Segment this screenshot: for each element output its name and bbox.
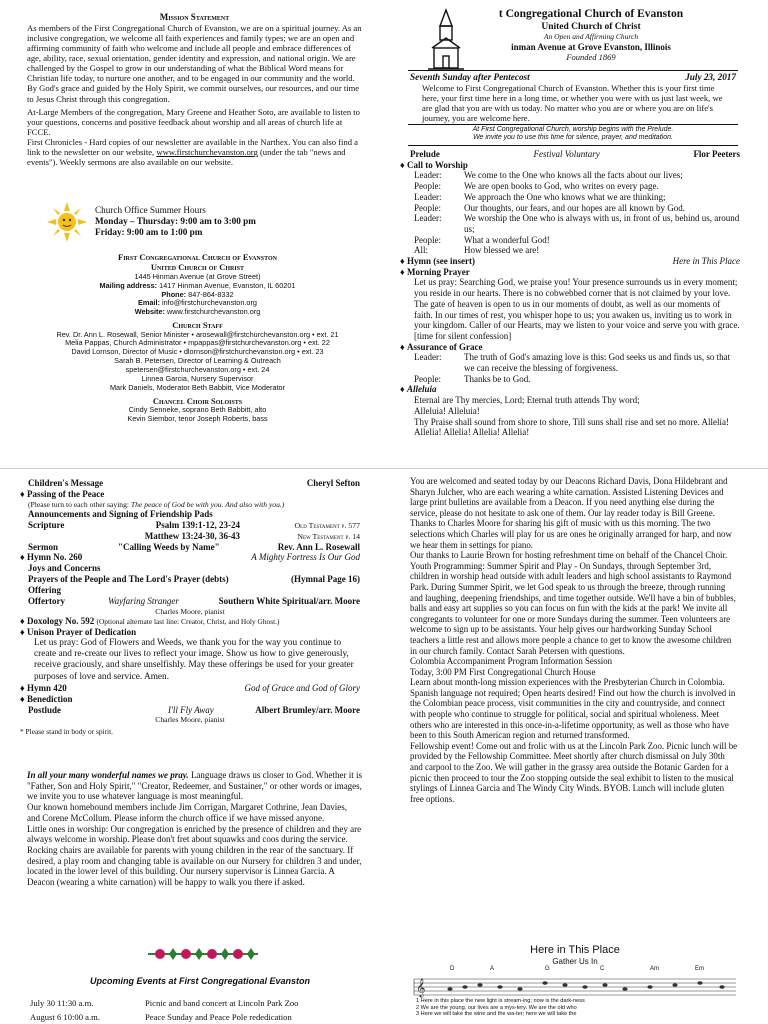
prelude-note-line: We invite you to use this time for silence, prayer, and meditation. <box>473 134 673 142</box>
sun-icon <box>45 200 89 244</box>
benediction-label: Benediction <box>27 693 73 704</box>
prayers-hymnal-page: (Hymnal Page 16) <box>291 574 360 585</box>
responsive-speaker: People: <box>414 202 441 213</box>
mission-title: Mission Statement <box>159 12 230 22</box>
choir-line: Kevin Siembor, tenor Joseph Roberts, bass <box>127 414 268 424</box>
hymn-260-title: A Mighty Fortress Is Our God <box>251 552 360 563</box>
unison-prayer-text: Let us pray: God of Flowers and Weeds, we thank you for the way you continue to create and re-create our lives to reflect your image. Show us how to give generously, receive graciously, and share unselfishly. May these offerings be used for your greater purposes of love and service. Amen. <box>34 637 354 682</box>
mission-section <box>27 12 362 168</box>
newsletter-link[interactable]: www.firstchurchevanston.org <box>156 147 258 158</box>
announcement-paragraph: Youth Programming: Summer Spirit and Play - On Sundays, through September 3rd, children in worship head outside with adult leaders and high school assistants to Raymond Park. During Summer Spirit, we let God speak to us through the breeze, through running and laughing, deepening friendships, and time together outside. We'll have a bin of bubbles, balls and easy art supplies so you can focus on fun with the kids at the park! We invite all congregants to volunteer for one or more Sundays during the summer. Teen volunteers are welcome to sign up to be assistants. Your help gives our hardworking Sunday School teachers a little rest and allows more people a chance to get to know the awesome children in our church family. Contact Sarah Petersen with questions. <box>410 560 736 656</box>
email-link[interactable]: info@firstchurchevanston.org <box>161 298 257 308</box>
sheet-music <box>410 944 740 1024</box>
music-title: Here in This Place <box>530 944 620 956</box>
order-of-worship-bottom: Children's Message Cheryl Sefton ♦ Passing of the Peace (Please turn to each other saying: The peace of God be with you. And also with you.) Announcements and Signing of Friendship Pads Scripture Psalm 139:1-12, 23-24 Old Testament p. 577 Matthew 13:24-30, 36-43 New Testament p. 14 Sermon "Calling Weeds by Name" Rev. Ann L. Rosewall ♦ Hymn No. 260 A Mighty Fortress Is Our God Joys and Concerns Prayers of the People and The Lord's Prayer (debts) (Hymnal Page 16) Offering Offertory Wayfaring Stranger Southern White Spiritual/arr. Moore Charles Moore, pianist ♦ Doxology No. 592 (Optional alternate last line: Creator, Christ, and Holy Ghost.) ♦ Unison Prayer of Dedication Let us pray: God of Flowers and Weeds, we thank you for the way you continue to create and re-create our lives to reflect your image. Show us how to give generously, receive graciously, and share unselfishly. May these offerings be used for your greater purposes of love and service. Amen. ♦ Hymn 420 God of Grace and God of Glory ♦ Benediction Postlude I'll Fly Away Albert Brumley/arr. Moore Charles Moore, pianist * Please stand in body or spirit. <box>20 478 360 736</box>
offering-label: Offering <box>28 585 61 596</box>
service-heading <box>410 72 736 123</box>
street-address: 1445 Hinman Avenue (at Grove Street) <box>134 271 261 281</box>
responsive-text: The truth of God's amazing love is this: God seeks us and finds us, so that we can receive the blessing of forgiveness. <box>464 352 731 374</box>
website-link[interactable]: www.firstchurchevanston.org <box>167 307 261 317</box>
website-line <box>30 308 365 317</box>
lyric-line: 2 We are the young, our lives are a mys-tery. We are the old who <box>416 1004 577 1011</box>
offertory-pianist: Charles Moore, pianist <box>155 606 225 616</box>
responsive-speaker: Leader: <box>414 352 442 363</box>
event-description: Picnic and band concert at Lincoln Park Zoo <box>145 998 299 1008</box>
joys-concerns-label: Joys and Concerns <box>28 563 101 574</box>
office-title: Church Office Summer Hours <box>95 205 206 215</box>
hymn-420-title: God of Grace and God of Glory <box>244 682 360 693</box>
staff-line: Rev. Dr. Ann L. Rosewall, Senior Minister • arosewall@firstchurchevanston.org • ext. 21 <box>56 329 339 339</box>
church-steeple-icon <box>426 8 466 70</box>
language-text: Language draws us closer to God. Whether it is "Father, Son and Holy Spirit," "Creator, Redeemer, and Sustainer," or other words or images, we invite you to use whatever language is most meaningful. <box>27 770 362 802</box>
responsive-speaker: Leader: <box>414 191 442 202</box>
responsive-text: Our thoughts, our fears, and our hopes are all known by God. <box>464 202 685 213</box>
scripture-label: Scripture <box>28 519 65 530</box>
flower-border-icon <box>148 940 258 968</box>
passing-peace-label: Passing of the Peace <box>27 488 105 499</box>
scripture-reading-2: Matthew 13:24-30, 36-43 <box>144 530 240 541</box>
responsive-speaker: People: <box>414 234 441 245</box>
phone-number[interactable]: 847-864-8332 <box>188 289 234 299</box>
hymn-260-label: Hymn No. 260 <box>27 552 83 563</box>
postlude-label: Postlude <box>28 704 62 715</box>
responsive-text: We are open books to God, who writes on every page. <box>464 181 659 192</box>
responsive-speaker: People: <box>414 373 441 384</box>
announcement-paragraph: You are welcomed and seated today by our Deacons Richard Davis, Dona Hildebrant and Sharyn Julcher, who are each wearing a white carnation. Assisted Listening Devices and large print bulletins are available from a Deacon. If you need anything else during the service, please do not hesitate to ask one of them. Our lay reader today is Bill Greene. <box>410 476 728 518</box>
postlude-pianist: Charles Moore, pianist <box>155 715 225 725</box>
offertory-title: Wayfaring Stranger <box>108 595 179 606</box>
chord-symbol: A <box>490 966 495 973</box>
header-rule <box>408 70 738 71</box>
staff-line: spetersen@firstchurchevanston.org • ext. 24 <box>125 365 270 375</box>
phone-label: Phone: <box>161 289 187 299</box>
responsive-speaker: All: <box>414 245 429 256</box>
prelude-title: Festival Voluntary <box>533 149 600 159</box>
morning-prayer-heading: ♦ Morning Prayer <box>400 266 470 277</box>
chord-symbol: Am <box>650 966 659 973</box>
chronicles-paragraph <box>27 137 362 167</box>
contact-block <box>30 252 365 424</box>
church-name: First Congregational Church of Evanston <box>118 252 277 262</box>
staff-line: Mark Daniels, Moderator Beth Babbitt, Vice Moderator <box>109 382 286 392</box>
passing-note-words: The peace of God be with you. And also with you.) <box>130 499 285 509</box>
morning-prayer-text: Let us pray: Searching God, we praise you! Your presence surrounds us in every moment; you reside in our hearts. There is no cobwebbed corner that is not claimed by your love. The gate of heaven is open to us in our moments of doubt, as well as our moments of faith. In our times of rest, you whisper hope to us; you awaken us, inviting us to work in your kingdom. Caller of our Hearts, may we listen to your voice and serve you with grace. <box>414 277 740 331</box>
responsive-text: Thanks be to God. <box>464 373 531 384</box>
hymn-insert-title: Here in This Place <box>672 256 740 267</box>
announcement-paragraph: Our thanks to Laurie Brown for hosting refreshment time on behalf of the Chancel Choir. <box>410 550 728 561</box>
silent-confession: [time for silent confession] <box>414 330 512 341</box>
colombia-time: Today, 3:00 PM First Congregational Church House <box>410 666 596 677</box>
alleluia-heading: ♦ Alleluia <box>400 384 437 395</box>
staff-line: David Lornson, Director of Music • dlornson@firstchurchevanston.org • ext. 23 <box>71 347 324 357</box>
unison-prayer-label: Unison Prayer of Dedication <box>27 626 137 637</box>
unison-prayer-heading: ♦ Unison Prayer of Dedication <box>20 626 137 637</box>
offertory-arranger: Southern White Spiritual/arr. Moore <box>218 595 360 606</box>
staff-line: Linnea Garcia, Nursery Supervisor <box>141 373 254 383</box>
announcement-paragraph: Thanks to Charles Moore for sharing his gift of music with us this morning. The two selections which Charles will play for us are ones he originally arranged for harp, and now we hear them in settings for piano. <box>410 518 732 550</box>
morning-prayer-label: Morning Prayer <box>407 266 470 277</box>
lyric-line: 1 Here in this place the new light is stream-ing; now is the dark-ness <box>416 998 585 1005</box>
staff-line: Sarah B. Petersen, Director of Learning & Outreach <box>114 356 281 366</box>
scripture-page-2: New Testament p. 14 <box>297 531 360 541</box>
event-date: July 30 11:30 a.m. <box>30 998 94 1008</box>
atlarge-paragraph: At-Large Members of the congregation, Mary Greene and Heather Soto, are available to listen to your questions, concerns and positive feedback about worship and all areas of church life at FCCE. <box>27 106 360 138</box>
prelude-note-line: At First Congregational Church, worship begins with the Prelude. <box>472 126 674 133</box>
assurance-heading: ♦ Assurance of Grace <box>400 341 483 352</box>
doxology-row: ♦ Doxology No. 592 (Optional alternate last line: Creator, Christ, and Holy Ghost.) <box>20 616 280 626</box>
scripture-reading-1: Psalm 139:1-12, 23-24 <box>155 519 240 530</box>
offertory-label: Offertory <box>28 595 65 606</box>
hymn-insert-label: Hymn (see insert) <box>407 256 475 267</box>
prelude-rule <box>408 145 738 146</box>
music-staff <box>410 976 740 998</box>
responsive-text: How blessed we are! <box>464 245 540 256</box>
svg-text:𝄞: 𝄞 <box>416 978 426 998</box>
childrens-message-label: Children's Message <box>28 478 104 488</box>
floral-ornament <box>148 940 258 968</box>
alleluia-line: Thy Praise shall sound from shore to shore, Till suns shall rise and set no more. Allelia! Allelia! Allelia! Allelia! Allelia! <box>414 416 729 438</box>
event-row <box>30 996 370 1010</box>
assurance-label: Assurance of Grace <box>407 341 483 352</box>
benediction-heading: ♦ Benediction <box>20 693 73 704</box>
lyric-line: 3 Here we will take the wine and the wa-ter; here we will take the <box>416 1011 577 1018</box>
little-ones-paragraph: Little ones in worship: Our congregation is enriched by the presence of children and they are always welcome in worship. Please don't fret about squawks and coos during the service. Rocking chairs are available for parents with young children in the rear of the sanctuary. If desired, a play room and changing table is available on our Nursery for children 3 and under, located in the lower level of this building. Our nursery supervisor is Linnea Garcia. A Deacon (wearing a white carnation) will be happy to walk you there if asked. <box>27 823 362 888</box>
order-of-worship-top <box>400 149 740 438</box>
email-label: Email: <box>138 298 160 308</box>
staff-line: Melia Pappas, Church Administrator • mpappas@firstchurchevanston.org • ext. 22 <box>65 338 330 348</box>
responsive-speaker: People: <box>414 181 441 192</box>
service-date: July 23, 2017 <box>685 72 736 82</box>
call-to-worship-label: Call to Worship <box>407 159 468 170</box>
responsive-speaker: Leader: <box>414 213 442 224</box>
notes-section <box>27 770 362 888</box>
staff-title: Church Staff <box>172 320 223 331</box>
office-hours-line2: Friday: 9:00 am to 1:00 pm <box>95 227 203 238</box>
church-header <box>466 8 716 62</box>
colombia-title: Colombia Accompaniment Program Information Session <box>410 656 613 667</box>
announcements-section <box>410 476 738 804</box>
page-fold-divider <box>0 468 768 469</box>
responsive-text: We approach the One who knows what we are thinking; <box>464 191 666 202</box>
childrens-message-leader: Cheryl Sefton <box>306 478 360 488</box>
mission-paragraph: As members of the First Congregational Church of Evanston, we are on a spiritual journey. As an inclusive congregation, we welcome all faith experiences and family types; we are an open and affirming community of faith who welcome and include all people and embrace differences of age, ability, race, sexual orientation, gender identity and expression, and national origin. We are challenged by the Gospel to grow in our understanding of what the Biblical Word means for Christian life today, to nurture one another, and to be engaged in our community and the world. By God's grace and guided by the Holy Spirit, we commit ourselves, our resources, and our time to Jesus Christ through this congregation. <box>27 22 362 104</box>
chronicles-text: First Chronicles - Hard copies of our newsletter are available in the Narthex. You can also find a link to the newsletter on our website, <box>27 137 359 158</box>
chord-symbol: D <box>450 966 455 973</box>
prelude-label: Prelude <box>410 149 440 159</box>
mailing-label: Mailing address: <box>99 280 158 290</box>
prayers-label: Prayers of the People and The Lord's Prayer (debts) <box>28 574 229 585</box>
welcome-paragraph: Welcome to First Congregational Church of Evanston. Whether this is your first time here, your first time here in a long time, or whether you were with us just last week, we are glad that you are with us today. No matter who you are or where you are on life's journey, you are welcome here. <box>422 82 723 124</box>
office-hours <box>45 200 355 250</box>
passing-note-text: (Please turn to each other saying: <box>28 499 131 509</box>
music-subtitle: Gather Us In <box>552 956 598 966</box>
mailing-address: 1417 Hinman Avenue, Evanston, IL 60201 <box>159 280 296 290</box>
passing-peace-note <box>20 500 360 509</box>
responsive-text: We worship the One who is always with us, in front of us, behind us, around us; <box>464 213 740 234</box>
choir-title: Chancel Choir Soloists <box>152 395 243 406</box>
event-description: Peace Sunday and Peace Pole rededication <box>145 1012 292 1023</box>
alleluia-label: Alleluia <box>407 384 437 395</box>
announcement-paragraph: Fellowship event! Come out and frolic with us at the Lincoln Park Zoo. Picnic lunch will be provided by the Fellowship Committee. Meet shortly after church dismissal on July 30th and carpool to the Zoo. We will gather in the grassy area outside the Botanic Garden for a picnic then proceed to tour the Zoo stopping outside the seal exhibit to listen to the musical stylings of Linnea Garcia and The Windy City Winds. BYOB. Lunch will include gluten free options. <box>410 740 738 804</box>
sermon-title: "Calling Weeds by Name" <box>118 541 220 552</box>
hymn-420-label: Hymn 420 <box>27 682 67 693</box>
postlude-title: I'll Fly Away <box>168 704 214 715</box>
chord-row <box>410 966 740 976</box>
chord-symbol: C <box>600 966 605 973</box>
welcome-rule <box>408 124 738 125</box>
event-row <box>30 1010 370 1024</box>
sermon-preacher: Rev. Ann L. Rosewall <box>277 541 360 552</box>
responsive-text: We come to the One who knows all the facts about our lives; <box>464 170 683 181</box>
scripture-page-1: Old Testament p. 577 <box>294 520 360 530</box>
postlude-arranger: Albert Brumley/arr. Moore <box>255 704 360 715</box>
passing-peace-heading: ♦ Passing of the Peace <box>20 488 105 499</box>
chord-symbol: G <box>545 966 550 973</box>
stand-note: * Please stand in body or spirit. <box>20 726 113 736</box>
header-founded: Founded 1869 <box>566 52 616 63</box>
header-address: inman Avenue at Grove Evanston, Illinois <box>511 41 671 52</box>
language-lead: In all your many wonderful names we pray. <box>27 770 189 780</box>
event-date: August 6 10:00 a.m. <box>30 1012 100 1023</box>
denomination: United Church of Christ <box>150 262 245 273</box>
announcements-label: Announcements and Signing of Friendship Pads <box>28 508 213 519</box>
language-paragraph <box>27 770 362 802</box>
upcoming-title: Upcoming Events at First Congregational Evanston <box>89 976 311 986</box>
chronicles-text-2: (under the tab "news and events"). Weekly sermons are also available on our website. <box>27 147 346 168</box>
website-label: Website: <box>134 307 165 317</box>
choir-line: Cindy Senneke, soprano Beth Babbitt, alto <box>128 405 267 415</box>
hymn-insert-row: ♦ Hymn (see insert) Here in This Place <box>400 256 740 267</box>
prelude-composer: Flor Peeters <box>693 149 740 159</box>
church-logo <box>426 8 466 70</box>
responsive-speaker: Leader: <box>414 170 442 181</box>
alleluia-line: Alleluia! Alleluia! <box>414 405 480 416</box>
service-title: Seventh Sunday after Pentecost <box>410 72 530 82</box>
sermon-label: Sermon <box>28 541 58 552</box>
office-hours-line1: Monday – Thursday: 9:00 am to 3:00 pm <box>95 216 256 227</box>
call-to-worship-heading: ♦ Call to Worship <box>400 159 468 170</box>
homebound-paragraph: Our known homebound members include Jim Corrigan, Margaret Cothrine, Jean Davies, and Corene McCollum. Please inform the church office if we have missed anyone. <box>27 802 348 823</box>
header-denomination: United Church of Christ <box>541 21 641 32</box>
doxology-label: Doxology No. 592 <box>27 616 95 626</box>
prelude-note <box>408 126 738 143</box>
header-church-name: t Congregational Church of Evanston <box>498 8 684 20</box>
header-tagline: An Open and Affirming Church <box>543 31 639 41</box>
doxology-note: (Optional alternate last line: Creator, Christ, and Holy Ghost.) <box>96 617 280 626</box>
chord-symbol: Em <box>695 966 704 973</box>
alleluia-line: Eternal are Thy mercies, Lord; Eternal truth attends Thy word; <box>414 395 640 406</box>
upcoming-events <box>30 996 370 1024</box>
announcement-paragraph: Learn about month-long mission experiences with the Presbyterian Church in Colombia. Spanish language not required; Open hearts desired! Find out how the church is involved in the Colombian peace process, visit communities in the city and countryside, and connect with people who continue to struggle for political, social and spiritual wholeness. Meet others who are interested in this once-in-a-lifetime opportunity, as well as those who have been to this South American region and returned transformed. <box>410 677 736 741</box>
responsive-text: What a wonderful God! <box>464 234 550 245</box>
